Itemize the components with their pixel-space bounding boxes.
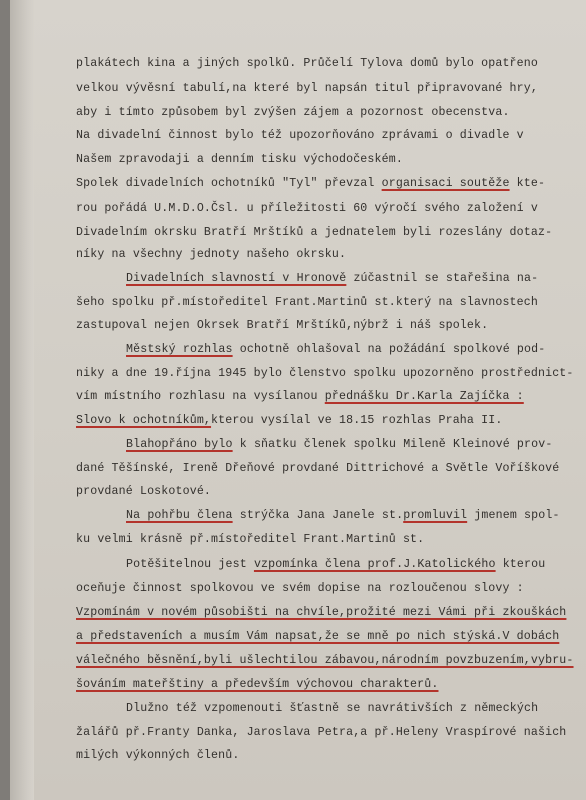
text-line — [126, 508, 560, 524]
text-segment: vím místního rozhlasu na vysílanou — [76, 390, 325, 403]
text-line — [76, 461, 559, 477]
text-segment: plakátech kina a jiných spolků. Průčelí Tylova domů bylo opatřeno — [76, 57, 538, 70]
text-segment: zúčastnil se stařešina na- — [346, 272, 539, 285]
text-segment: ku velmi krásně př.místoředitel Frant.Martinů st. — [76, 533, 425, 546]
text-segment: Potěšitelnou jest — [126, 558, 254, 571]
text-segment: Našem zpravodaji a denním tisku východočeském. — [76, 153, 403, 166]
underlined-phrase: organisaci soutěže — [381, 177, 510, 190]
text-line — [76, 225, 552, 241]
text-line — [76, 295, 538, 311]
text-line — [126, 437, 552, 453]
text-line — [76, 389, 524, 405]
text-segment: Spolek divadelních ochotníků "Tyl" převzal — [76, 177, 382, 190]
text-segment: niky a dne 19.října 1945 bylo členstvo spolku upozorněno prostřednict- — [76, 367, 574, 380]
text-segment: kterou vysílal ve 18.15 rozhlas Praha II. — [211, 414, 503, 427]
text-line — [76, 247, 346, 263]
text-line — [76, 629, 559, 645]
text-segment: strýčka Jana Janele st. — [232, 509, 404, 522]
text-segment: oceňuje činnost spolkovou ve svém dopise na rozloučenou slovy : — [76, 582, 524, 595]
underlined-phrase: šováním mateřštiny a především výchovou charakterů. — [76, 678, 439, 691]
text-line — [76, 748, 239, 764]
text-segment: Dlužno též vzpomenouti šťastně se navrátivších z německých — [126, 702, 539, 715]
text-segment: k sňatku členek spolku Mileně Kleinové prov- — [232, 438, 553, 451]
document-page — [10, 0, 586, 800]
text-line — [126, 342, 545, 358]
text-segment: milých výkonných členů. — [76, 749, 240, 762]
underlined-phrase: Divadelních slavností v Hronově — [126, 272, 347, 285]
text-line — [76, 176, 545, 192]
text-line — [76, 105, 510, 121]
text-line — [76, 366, 574, 382]
text-segment: rou pořádá U.M.D.O.Čsl. u příležitosti 60 výročí svého založení v — [76, 202, 538, 215]
text-segment: zastupoval nejen Okrsek Bratří Mrštíků,nýbrž i náš spolek. — [76, 319, 489, 332]
text-line — [76, 56, 538, 72]
text-segment: ochotně ohlašoval na požádání spolkové pod- — [232, 343, 546, 356]
underlined-phrase: Blahopřáno bylo — [126, 438, 233, 451]
text-line — [76, 605, 566, 621]
text-line — [76, 677, 438, 693]
text-line — [76, 532, 424, 548]
underlined-phrase: Na pohřbu člena — [126, 509, 233, 522]
text-line — [76, 484, 211, 500]
text-segment: žalářů př.Franty Danka, Jaroslava Petra,a př.Heleny Vraspírové našich — [76, 726, 567, 739]
page-binding-edge — [10, 0, 34, 800]
text-line — [76, 653, 574, 669]
text-segment: Divadelním okrsku Bratří Mrštíků a jednatelem byli rozeslány dotaz- — [76, 226, 553, 239]
text-segment: šeho spolku př.místoředitel Frant.Martinů st.který na slavnostech — [76, 296, 538, 309]
text-line — [76, 581, 524, 597]
text-line — [76, 318, 488, 334]
text-line — [126, 701, 538, 717]
underlined-phrase: válečného běsnění,byli ušlechtilou zábavou,národním povzbuzením,vybru- — [76, 654, 574, 667]
text-line — [76, 128, 524, 144]
text-segment: jmenem spol- — [467, 509, 560, 522]
text-line — [76, 81, 538, 97]
text-segment: kterou — [495, 558, 546, 571]
underlined-phrase: promluvil — [403, 509, 468, 522]
text-line — [126, 271, 538, 287]
underlined-phrase: Slovo k ochotníkům, — [76, 414, 212, 427]
text-line — [76, 201, 538, 217]
underlined-phrase: přednášku Dr.Karla Zajíčka : — [324, 390, 524, 403]
text-segment: dané Těšínské, Ireně Dřeňové provdané Dittrichové a Světle Voříškové — [76, 462, 560, 475]
underlined-phrase: Vzpomínám v novém působišti na chvíle,prožité mezi Vámi při zkouškách — [76, 606, 567, 619]
text-line — [76, 725, 566, 741]
underlined-phrase: vzpomínka člena prof.J.Katolického — [253, 558, 496, 571]
text-line — [126, 557, 545, 573]
text-segment: velkou vývěsní tabulí,na které byl napsán titul připravované hry, — [76, 82, 538, 95]
underlined-phrase: Městský rozhlas — [126, 343, 233, 356]
underlined-phrase: a představeních a musím Vám napsat,že se mně po nich stýská.V dobách — [76, 630, 560, 643]
text-segment: Na divadelní činnost bylo též upozorňováno zprávami o divadle v — [76, 129, 524, 142]
text-line — [76, 413, 502, 429]
text-segment: níky na všechny jednoty našeho okrsku. — [76, 248, 347, 261]
text-segment: provdané Loskotové. — [76, 485, 212, 498]
text-segment: kte- — [509, 177, 546, 190]
text-segment: aby i tímto způsobem byl zvýšen zájem a pozornost obecenstva. — [76, 106, 510, 119]
text-line — [76, 152, 403, 168]
